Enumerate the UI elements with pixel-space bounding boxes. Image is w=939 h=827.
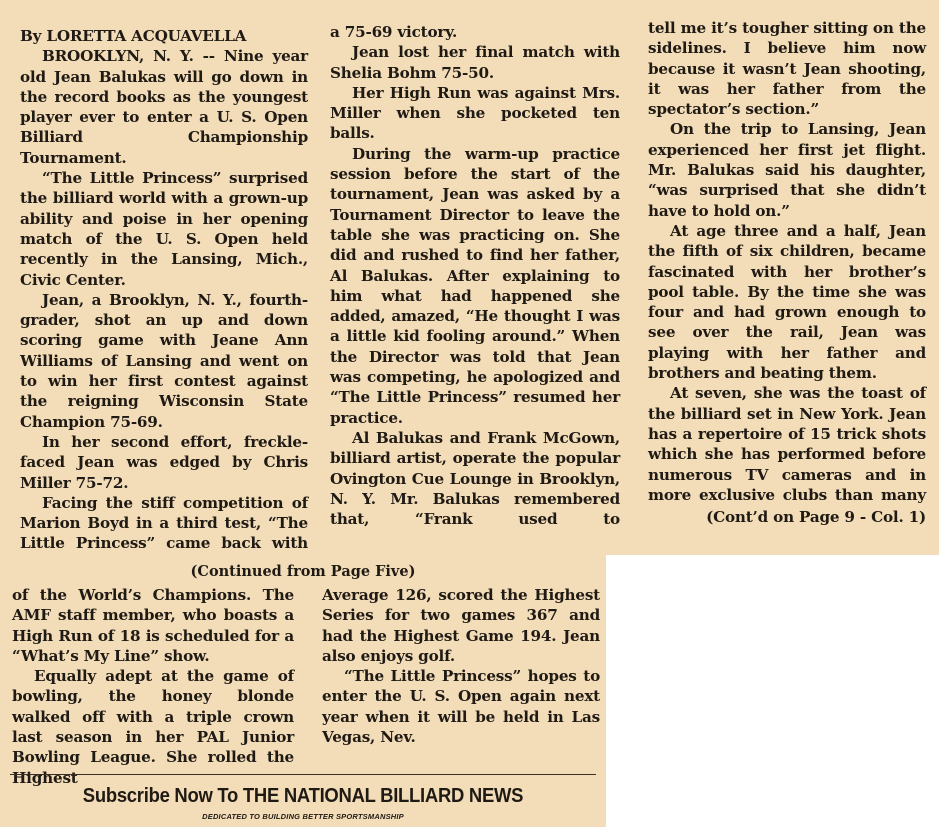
paragraph: “The Little Princess” hopes to enter the U. S. Open again next year when it will be held in Las Vegas, Nev. — [322, 667, 600, 747]
continuation-column-1 — [12, 585, 294, 788]
paragraph: At seven, she was the toast of the billiard set in New York. Jean has a repertoire of 15 trick shots which she has performed before numerous TV cameras and in more exclusive clubs than many — [648, 384, 926, 504]
continued-note: (Cont’d on Page 9 - Col. 1) — [706, 508, 926, 527]
article-column-3 — [648, 18, 926, 527]
paragraph: a 75-69 victory. — [330, 23, 458, 41]
paragraph: Her High Run was against Mrs. Miller when she pocketed ten balls. — [330, 83, 620, 143]
byline: By LORETTA ACQUAVELLA — [20, 27, 247, 45]
paragraph: In her second effort, freckle-faced Jean was edged by Chris Miller 75-72. — [20, 432, 308, 492]
paragraph: tell me it’s tougher sitting on the sidelines. I believe him now because it wasn’t Jean shooting, it was her father from the spectator’s section.” — [648, 19, 926, 119]
paragraph: At age three and a half, Jean the fifth of six children, became fascinated with her brother’s pool table. By the time she was four and had grown enough to see over the rail, Jean was playing with her father and brothers and beating them. — [648, 221, 926, 383]
paragraph: of the World’s Champions. The AMF staff member, who boasts a High Run of 18 is scheduled for a “What’s My Line” show. — [12, 586, 294, 665]
paragraph: Jean, a Brooklyn, N. Y., fourth-grader, shot an up and down scoring game with Jeane Ann Williams of Lansing and went on to win her first contest against the reigning Wisconsin State Champion 75-69. — [20, 290, 308, 431]
paragraph: During the warm-up practice session before the start of the tournament, Jean was asked by a Tournament Director to leave the table she was practicing on. She did and rushed to find her father, Al Balukas. After explaining to him what had happened she added, amazed, “He thought I was a little kid fooling around.” When the Director was told that Jean was competing, he apologized and “The Little Princess” resumed her practice. — [330, 144, 620, 427]
subscribe-banner: Subscribe Now To THE NATIONAL BILLIARD NEWS — [82, 784, 524, 807]
paragraph: “The Little Princess” surprised the billiard world with a grown-up ability and poise in her opening match of the U. S. Open held recently in the Lansing, Mich., Civic Center. — [20, 169, 308, 289]
continuation-clipping — [0, 555, 606, 827]
paragraph: Equally adept at the game of bowling, the honey blonde walked off with a triple crown last season in her PAL Junior Bowling League. She rolled the Highest — [12, 667, 294, 787]
divider-rule — [10, 774, 596, 775]
continuation-column-2 — [322, 585, 600, 747]
continued-header: (Continued from Page Five) — [190, 563, 416, 580]
tagline: DEDICATED TO BUILDING BETTER SPORTSMANSHIP — [202, 812, 404, 821]
article-column-1 — [20, 26, 308, 554]
paragraph: BROOKLYN, N. Y. -- Nine year old Jean Balukas will go down in the record books as the youngest player ever to enter a U. S. Open Billiard Championship Tournament. — [20, 47, 308, 167]
paragraph: On the trip to Lansing, Jean experienced her first jet flight. Mr. Balukas said his daughter, “was surprised that she didn’t have to hold on.” — [648, 120, 926, 220]
paragraph: Al Balukas and Frank McGown, billiard artist, operate the popular Ovington Cue Lounge in Brooklyn, N. Y. Mr. Balukas remembered that, “Frank used to — [330, 428, 620, 529]
paragraph: Average 126, scored the Highest Series for two games 367 and had the Highest Game 194. Jean also enjoys golf. — [322, 586, 600, 665]
paragraph: Facing the stiff competition of Marion Boyd in a third test, “The Little Princess” came back with — [20, 493, 308, 553]
paragraph: Jean lost her final match with Shelia Bohm 75-50. — [330, 43, 620, 82]
article-column-2 — [330, 22, 620, 529]
